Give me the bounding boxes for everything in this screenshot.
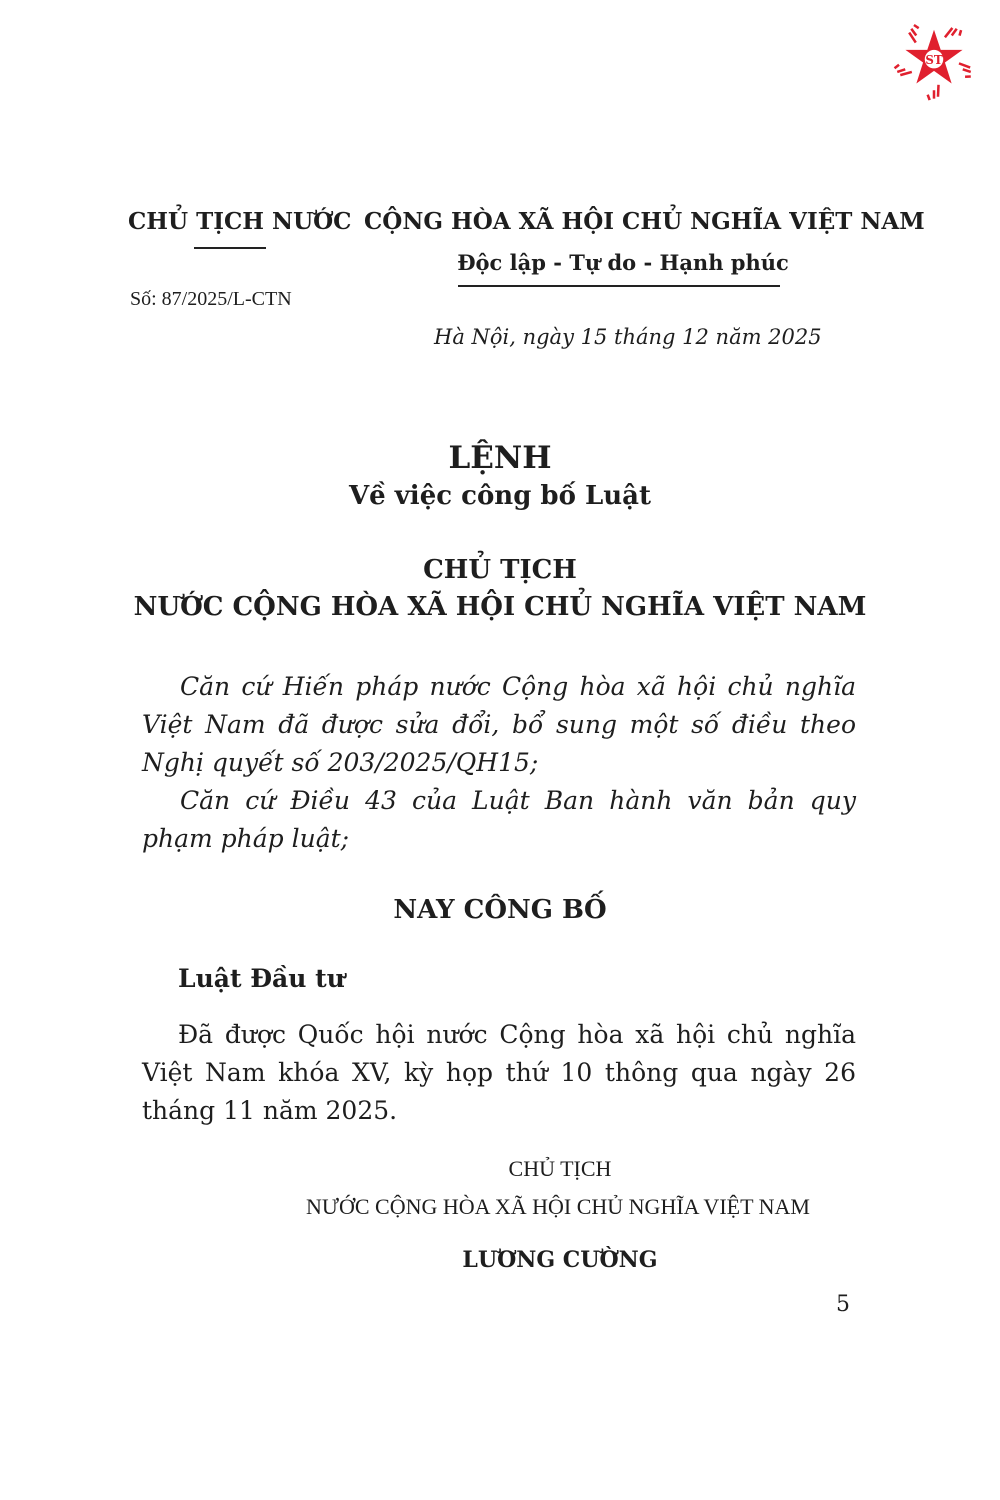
- issuer-left: CHỦ TỊCH NƯỚC: [128, 208, 352, 235]
- proclamation-heading: NAY CÔNG BỐ: [393, 895, 607, 925]
- issuer-title: CHỦ TỊCH: [423, 555, 577, 585]
- svg-text:ST: ST: [925, 53, 943, 68]
- publisher-logo: [892, 18, 976, 102]
- issuer-country: NƯỚC CỘNG HÒA XÃ HỘI CHỦ NGHĨA VIỆT NAM: [133, 592, 867, 622]
- law-name: Luật Đầu tư: [178, 964, 345, 993]
- signature-title: CHỦ TỊCH: [508, 1156, 612, 1181]
- page-number: 5: [836, 1292, 850, 1317]
- country-name: CỘNG HÒA XÃ HỘI CHỦ NGHĨA VIỆT NAM: [364, 208, 925, 235]
- signer-name: LƯƠNG CƯỜNG: [462, 1247, 658, 1273]
- legal-basis-paragraph: Căn cứ Hiến pháp nước Cộng hòa xã hội chủ nghĩa Việt Nam đã được sửa đổi, bổ sung một số điều theo Nghị quyết số 203/2025/QH15;: [142, 672, 856, 777]
- place-date: Hà Nội, ngày 15 tháng 12 năm 2025: [434, 325, 822, 349]
- divider-right: [458, 285, 780, 287]
- document-title: LỆNH: [448, 440, 552, 476]
- document-subtitle: Về việc công bố Luật: [348, 481, 652, 511]
- legal-basis-paragraph: Căn cứ Điều 43 của Luật Ban hành văn bản quy phạm pháp luật;: [142, 786, 856, 853]
- signature-country: NƯỚC CỘNG HÒA XÃ HỘI CHỦ NGHĨA VIỆT NAM: [306, 1194, 810, 1219]
- divider-left: [194, 247, 266, 249]
- national-motto: Độc lập - Tự do - Hạnh phúc: [457, 250, 789, 275]
- document-number: Số: 87/2025/L-CTN: [130, 288, 292, 310]
- passed-paragraph: Đã được Quốc hội nước Cộng hòa xã hội chủ nghĩa Việt Nam khóa XV, kỳ họp thứ 10 thông qua ngày 26 tháng 11 năm 2025.: [142, 1020, 856, 1125]
